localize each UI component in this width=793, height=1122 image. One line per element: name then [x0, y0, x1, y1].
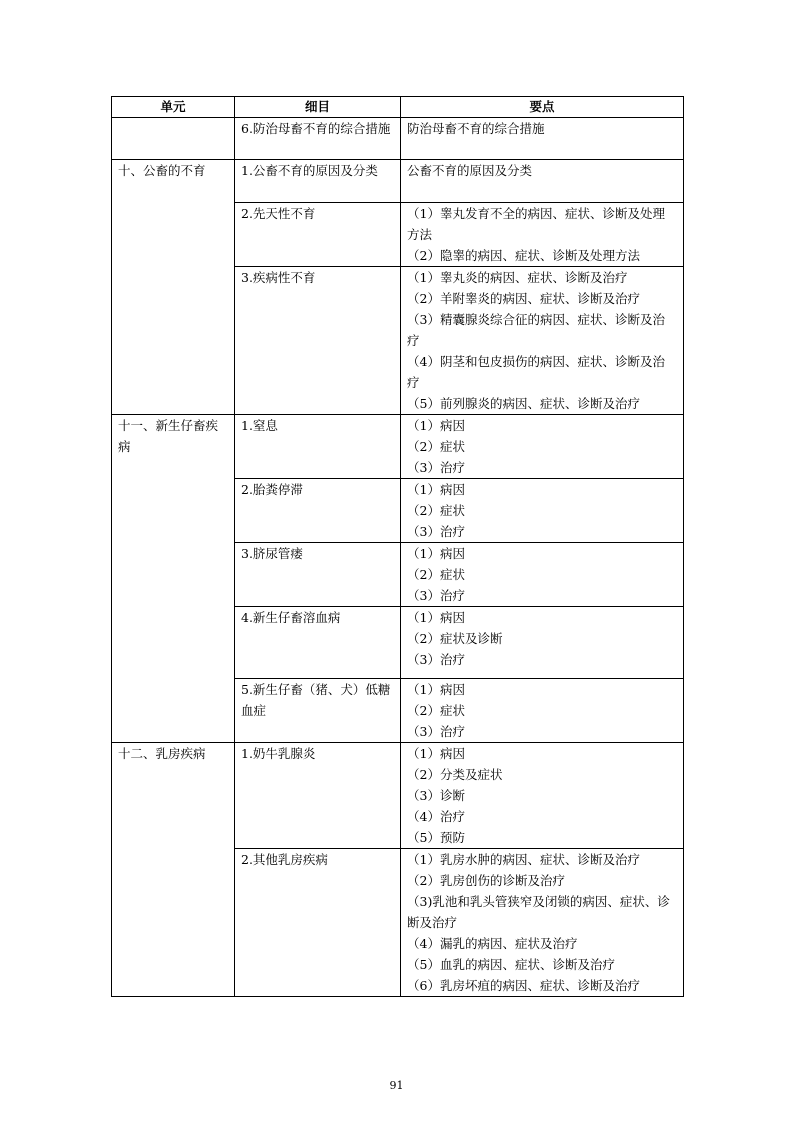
points-cell	[401, 415, 684, 479]
point-line: （3）治疗	[407, 460, 465, 475]
point-line: （1）睾丸炎的病因、症状、诊断及治疗	[407, 270, 628, 285]
item-cell: 1.奶牛乳腺炎	[235, 743, 401, 849]
unit-cell: 十、公畜的不育	[112, 160, 235, 415]
point-line: （1）乳房水肿的病因、症状、诊断及治疗	[407, 852, 640, 867]
point-line: 防治母畜不育的综合措施	[407, 121, 545, 136]
point-line: （1）病因	[407, 746, 465, 761]
point-line: （3）治疗	[407, 652, 465, 667]
point-line: （5）血乳的病因、症状、诊断及治疗	[407, 957, 615, 972]
point-line: （3）精囊腺炎综合征的病因、症状、诊断及治疗	[407, 312, 665, 348]
syllabus-table	[111, 96, 684, 997]
points-cell	[401, 479, 684, 543]
point-line: （2）乳房创伤的诊断及治疗	[407, 873, 565, 888]
point-line: （1）病因	[407, 418, 465, 433]
point-line: （1）病因	[407, 610, 465, 625]
point-line: （2）隐睾的病因、症状、诊断及处理方法	[407, 248, 640, 263]
point-line: （2）羊附睾炎的病因、症状、诊断及治疗	[407, 291, 640, 306]
point-line: （5）前列腺炎的病因、症状、诊断及治疗	[407, 396, 640, 411]
point-line: （5）预防	[407, 830, 465, 845]
point-line: （2）症状	[407, 439, 465, 454]
point-line: （4）阴茎和包皮损伤的病因、症状、诊断及治疗	[407, 354, 665, 390]
unit-cell	[112, 118, 235, 160]
point-line: （1）病因	[407, 682, 465, 697]
points-cell	[401, 849, 684, 997]
points-cell	[401, 679, 684, 743]
item-cell: 2.其他乳房疾病	[235, 849, 401, 997]
unit-cell: 十一、新生仔畜疾病	[112, 415, 235, 743]
point-line: （3)乳池和乳头管狭窄及闭锁的病因、症状、诊断及治疗	[407, 894, 670, 930]
point-line: （3）诊断	[407, 788, 465, 803]
point-line: （4）漏乳的病因、症状及治疗	[407, 936, 578, 951]
item-cell: 5.新生仔畜（猪、犬）低糖血症	[235, 679, 401, 743]
point-line: （2）分类及症状	[407, 767, 503, 782]
points-cell	[401, 160, 684, 203]
point-line: （2）症状	[407, 567, 465, 582]
table-header-row	[112, 97, 684, 118]
points-cell	[401, 743, 684, 849]
table-row	[112, 743, 684, 849]
points-cell	[401, 607, 684, 679]
item-cell: 1.窒息	[235, 415, 401, 479]
item-cell: 3.疾病性不育	[235, 267, 401, 415]
point-line: （2）症状	[407, 703, 465, 718]
point-line: （3）治疗	[407, 588, 465, 603]
item-cell: 1.公畜不育的原因及分类	[235, 160, 401, 203]
item-cell: 2.先天性不育	[235, 203, 401, 267]
point-line: （6）乳房坏疽的病因、症状、诊断及治疗	[407, 978, 640, 993]
item-cell: 3.脐尿管瘘	[235, 543, 401, 607]
points-cell	[401, 118, 684, 160]
point-line: 公畜不育的原因及分类	[407, 163, 533, 178]
page-number: 91	[389, 1079, 404, 1092]
point-line: （3）治疗	[407, 524, 465, 539]
header-unit: 单元	[112, 97, 235, 118]
point-line: （2）症状	[407, 503, 465, 518]
point-line: （1）睾丸发育不全的病因、症状、诊断及处理方法	[407, 206, 665, 242]
point-line: （1）病因	[407, 482, 465, 497]
item-cell: 6.防治母畜不育的综合措施	[235, 118, 401, 160]
item-cell: 2.胎粪停滞	[235, 479, 401, 543]
unit-cell: 十二、乳房疾病	[112, 743, 235, 997]
points-cell	[401, 543, 684, 607]
point-line: （3）治疗	[407, 724, 465, 739]
header-points: 要点	[401, 97, 684, 118]
table-row	[112, 118, 684, 160]
table-row	[112, 160, 684, 203]
points-cell	[401, 203, 684, 267]
points-cell	[401, 267, 684, 415]
item-cell: 4.新生仔畜溶血病	[235, 607, 401, 679]
header-item: 细目	[235, 97, 401, 118]
point-line: （2）症状及诊断	[407, 631, 503, 646]
point-line: （4）治疗	[407, 809, 465, 824]
table-row	[112, 415, 684, 479]
point-line: （1）病因	[407, 546, 465, 561]
